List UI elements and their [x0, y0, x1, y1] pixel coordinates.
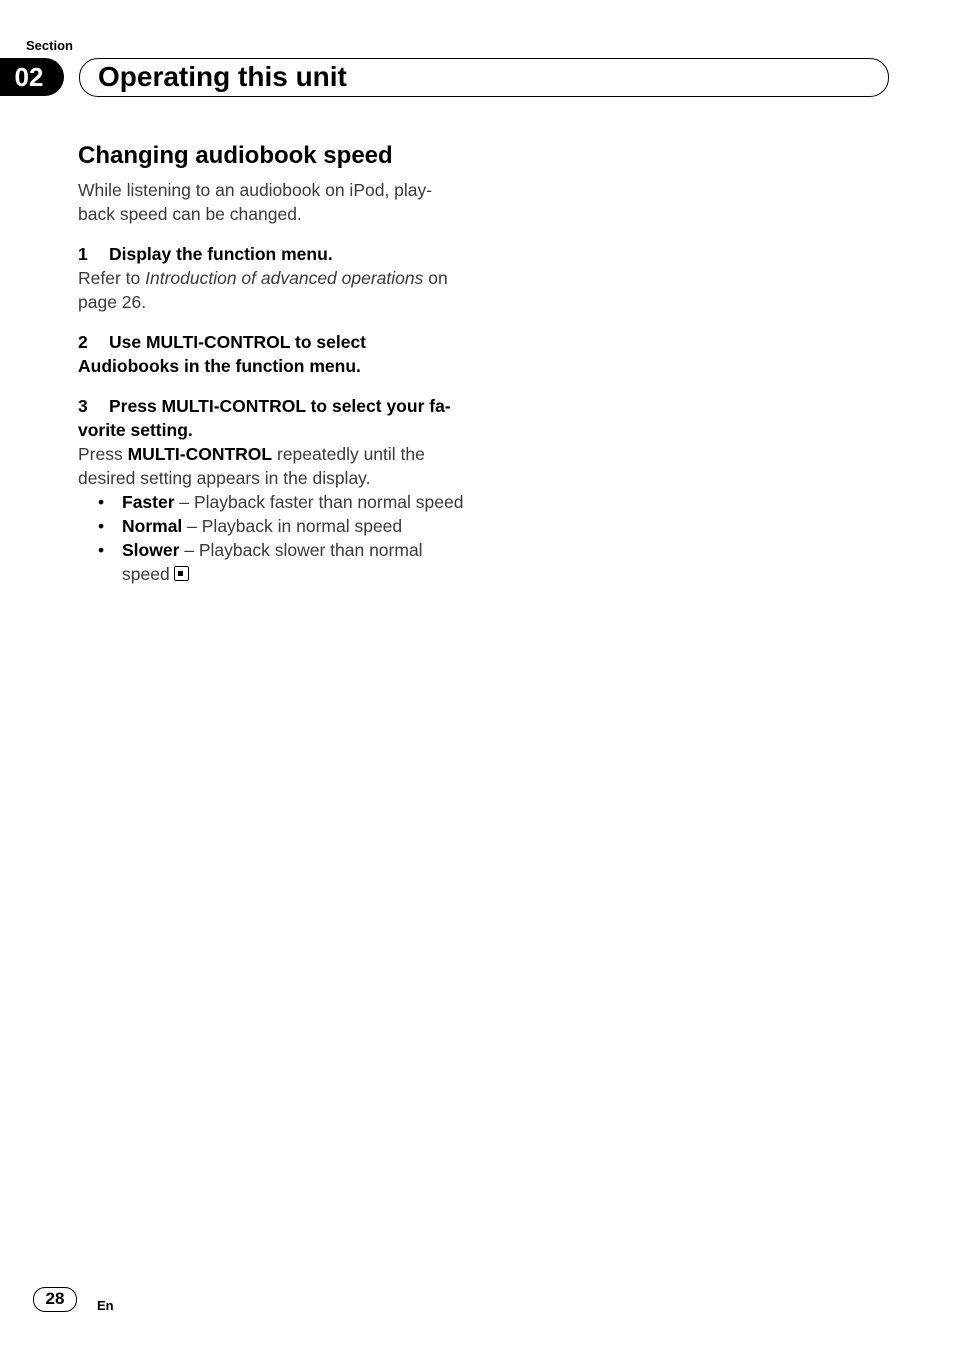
end-of-section-icon	[174, 566, 189, 581]
main-content	[78, 140, 468, 586]
option-label: Normal	[122, 516, 183, 536]
step-3-body-prefix: Press	[78, 444, 128, 464]
section-title-box	[79, 58, 889, 97]
option-label: Slower	[122, 540, 180, 560]
step-1-body-prefix: Refer to	[78, 268, 146, 288]
bullet-icon: •	[98, 492, 105, 512]
option-desc: – Playback faster than normal speed	[174, 492, 464, 512]
list-item	[98, 490, 468, 514]
bullet-icon: •	[98, 540, 105, 560]
step-3-text: Press MULTI-CONTROL to select your fa-vorite setting.	[78, 396, 451, 440]
step-2-title	[78, 330, 468, 378]
step-1-number: 1	[78, 244, 88, 264]
page-heading: Changing audiobook speed	[78, 142, 393, 169]
step-1-body	[78, 266, 468, 314]
language-label: En	[97, 1298, 114, 1313]
bullet-icon: •	[98, 516, 105, 536]
step-3-number: 3	[78, 396, 88, 416]
section-number-badge: 02	[0, 58, 64, 96]
step-3-body-bold: MULTI-CONTROL	[127, 444, 273, 464]
option-desc: – Playback in normal speed	[182, 516, 403, 536]
intro-paragraph: While listening to an audiobook on iPod, play-back speed can be changed.	[78, 180, 433, 224]
step-1-text: Display the function menu.	[109, 244, 333, 264]
list-item	[98, 514, 468, 538]
speed-options-list	[78, 490, 468, 586]
step-3-body	[78, 442, 468, 490]
option-desc: – Playback slower than normal speed	[122, 540, 423, 584]
section-title: Operating this unit	[98, 61, 347, 92]
option-label: Faster	[122, 492, 175, 512]
step-1-title	[78, 242, 468, 266]
step-3-body-suffix: repeatedly until the desired setting appears in the display.	[78, 444, 425, 488]
step-2-text: Use MULTI-CONTROL to select Audiobooks in the function menu.	[78, 332, 367, 376]
step-1-reference-link: Introduction of advanced operations	[145, 268, 424, 288]
step-2-number: 2	[78, 332, 88, 352]
step-1-body-suffix: on page 26.	[78, 268, 448, 312]
step-3-title	[78, 394, 468, 442]
list-item	[98, 538, 468, 586]
section-label: Section	[26, 38, 73, 53]
page-number: 28	[33, 1287, 77, 1312]
